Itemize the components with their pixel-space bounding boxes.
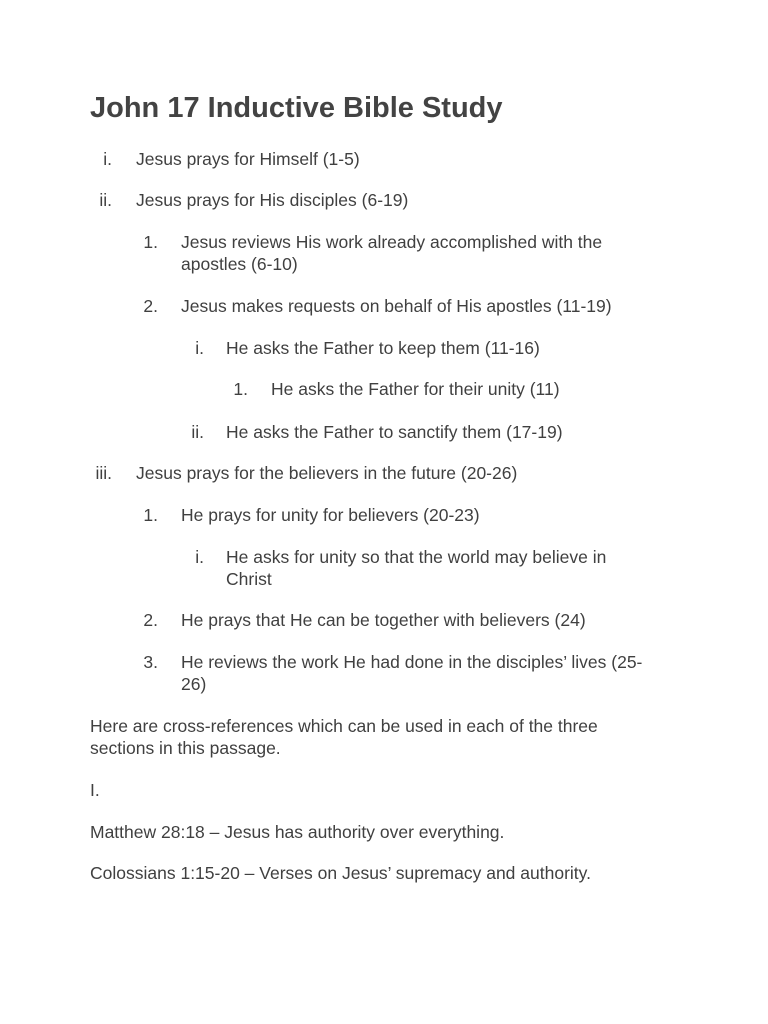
outline-marker: i.: [195, 338, 204, 358]
outline-marker: i.: [103, 149, 112, 169]
intro-paragraph: [90, 715, 598, 759]
outline-item: [0, 546, 768, 590]
intro-line: sections in this passage.: [90, 738, 281, 758]
outline-item: [0, 231, 768, 275]
intro-line: Here are cross-references which can be used in each of the three: [90, 716, 598, 736]
outline-text: He asks the Father to sanctify them (17-19): [226, 422, 563, 442]
reference-item: Colossians 1:15-20 – Verses on Jesus’ supremacy and authority.: [90, 863, 591, 883]
outline-text: Jesus prays for the believers in the future (20-26): [136, 463, 518, 483]
outline-text: He reviews the work He had done in the disciples’ lives (25-: [181, 652, 643, 672]
outline-text-continued: Christ: [226, 569, 272, 589]
outline-marker: 1.: [143, 505, 158, 525]
outline-marker: 2.: [143, 296, 158, 316]
outline-item: [0, 295, 768, 317]
page-title: John 17 Inductive Bible Study: [90, 92, 503, 124]
outline-item: [0, 609, 768, 631]
outline-text: Jesus prays for His disciples (6-19): [136, 190, 409, 210]
outline-text: He prays that He can be together with believers (24): [181, 610, 586, 630]
outline-item: [0, 337, 768, 359]
outline-marker: 3.: [143, 652, 158, 672]
outline-text: He asks the Father for their unity (11): [271, 379, 560, 399]
outline-text: He asks for unity so that the world may believe in: [226, 547, 607, 567]
outline-marker: ii.: [191, 422, 204, 442]
outline-marker: i.: [195, 547, 204, 567]
outline-text: Jesus makes requests on behalf of His apostles (11-19): [181, 296, 612, 316]
outline-item: [0, 651, 768, 695]
outline-text: He asks the Father to keep them (11-16): [226, 338, 540, 358]
outline-text: Jesus prays for Himself (1-5): [136, 149, 360, 169]
outline-item: [0, 462, 768, 484]
outline-item: [0, 148, 768, 170]
outline-marker: 1.: [233, 379, 248, 399]
section-marker: I.: [90, 780, 100, 800]
outline-text: He prays for unity for believers (20-23): [181, 505, 480, 525]
outline-text-continued: 26): [181, 674, 207, 694]
outline-marker: iii.: [95, 463, 112, 483]
outline-text: Jesus reviews His work already accomplished with the: [181, 232, 603, 252]
outline-marker: ii.: [99, 190, 112, 210]
outline-item: [0, 504, 768, 526]
outline-item: [0, 378, 768, 400]
outline-marker: 1.: [143, 232, 158, 252]
outline-item: [0, 421, 768, 443]
outline-item: [0, 189, 768, 211]
outline-marker: 2.: [143, 610, 158, 630]
outline-text-continued: apostles (6-10): [181, 254, 298, 274]
reference-item: Matthew 28:18 – Jesus has authority over everything.: [90, 822, 505, 842]
